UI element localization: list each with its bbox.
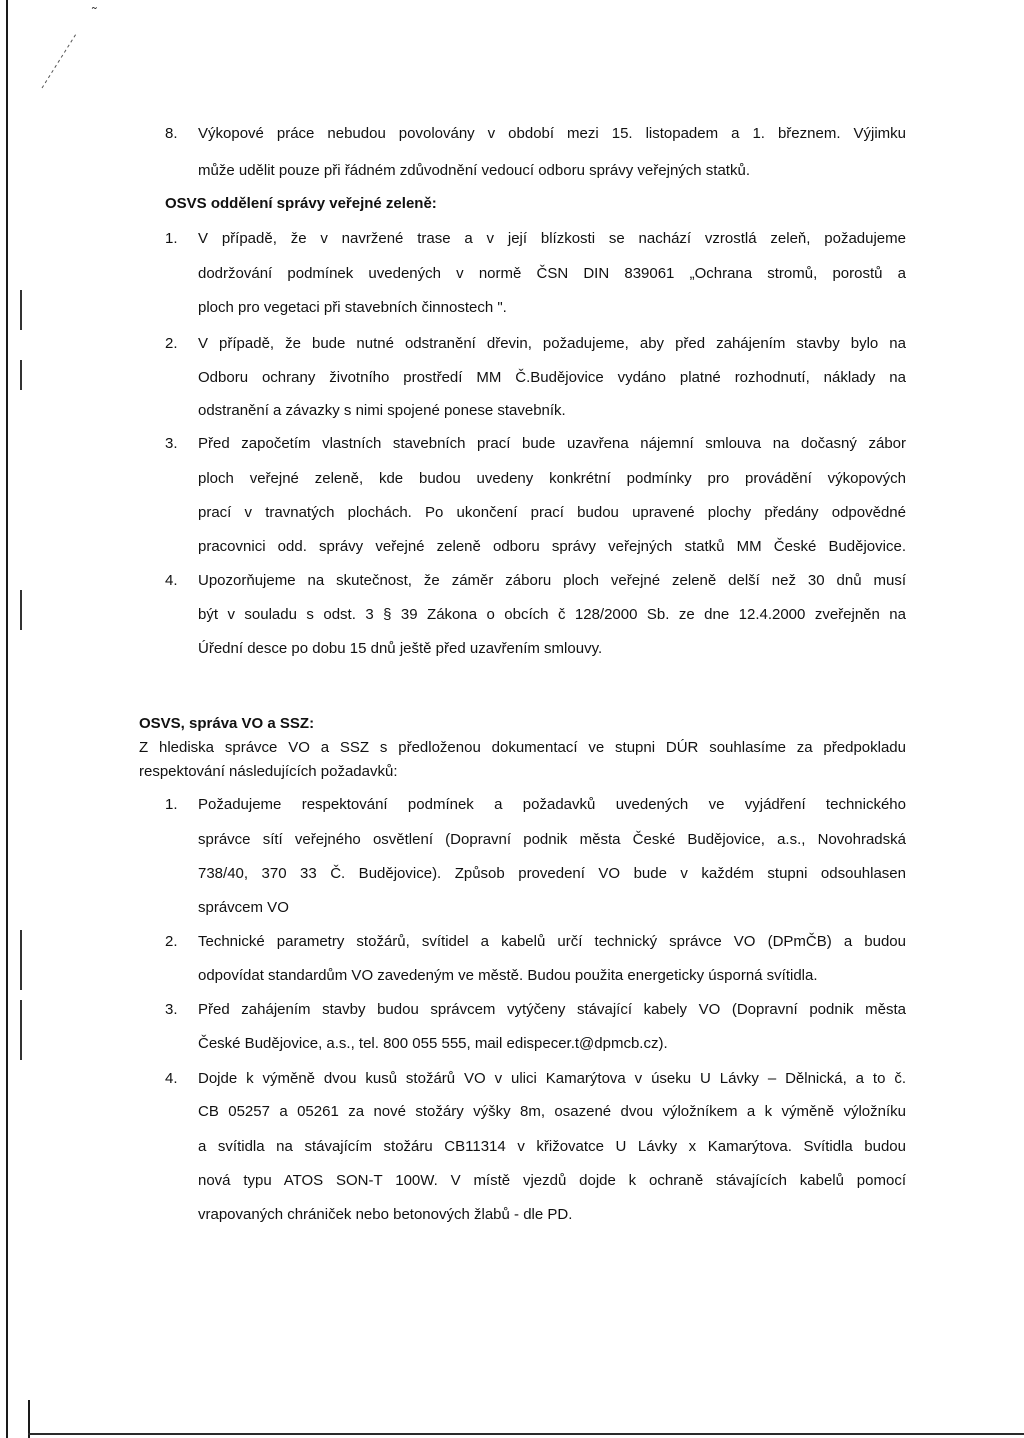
paragraph-line: Výkopové práce nebudou povolovány v období mezi 15. listopadem a 1. březnem. Výjimku: [198, 125, 906, 142]
list-number: 3.: [165, 1001, 178, 1018]
paragraph-line: Dojde k výměně dvou kusů stožárů VO v ulici Kamarýtova v úseku U Lávky – Dělnická, a to č.: [198, 1070, 906, 1087]
section-heading: OSVS, správa VO a SSZ:: [139, 715, 315, 732]
list-number: 8.: [165, 125, 178, 142]
paragraph-line: ploch pro vegetaci při stavebních činnostech ".: [198, 299, 507, 316]
paragraph-line: správcem VO: [198, 899, 289, 916]
paragraph-line: 738/40, 370 33 Č. Budějovice). Způsob provedení VO bude v každém stupni odsouhlasen: [198, 865, 906, 882]
paragraph-line: Požadujeme respektování podmínek a požadavků uvedených ve vyjádření technického: [198, 796, 906, 813]
scan-bottom-edge: [28, 1433, 1024, 1435]
intro-line: Z hlediska správce VO a SSZ s předloženou dokumentací ve stupni DÚR souhlasíme za předpokladu: [139, 739, 906, 756]
list-number: 3.: [165, 435, 178, 452]
paragraph-line: pracovnici odd. správy veřejné zeleně odboru správy veřejných statků MM České Budějovice.: [198, 538, 906, 555]
paragraph-line: V případě, že v navržené trase a v její blízkosti se nachází vzrostlá zeleň, požadujeme: [198, 230, 906, 247]
paragraph-line: Technické parametry stožárů, svítidel a kabelů určí technický správce VO (DPmČB) a budou: [198, 933, 906, 950]
scan-mark: [20, 590, 22, 630]
list-number: 1.: [165, 796, 178, 813]
list-number: 2.: [165, 335, 178, 352]
list-number: 2.: [165, 933, 178, 950]
paragraph-line: Před zahájením stavby budou správcem vytýčeny stávající kabely VO (Dopravní podnik města: [198, 1001, 906, 1018]
paragraph-line: vrapovaných chrániček nebo betonových žlabů - dle PD.: [198, 1206, 573, 1223]
scan-mark: [20, 360, 22, 390]
paragraph-line: Odboru ochrany životního prostředí MM Č.Budějovice vydáno platné rozhodnutí, náklady na: [198, 369, 906, 386]
list-number: 1.: [165, 230, 178, 247]
scan-stroke: [40, 30, 80, 90]
paragraph-line: a svítidla na stávajícím stožáru CB11314 v křižovatce U Lávky x Kamarýtova. Svítidla budou: [198, 1138, 906, 1155]
paragraph-line: Úřední desce po dobu 15 dnů ještě před uzavřením smlouvy.: [198, 640, 603, 657]
paragraph-line: může udělit pouze při řádném zdůvodnění vedoucí odboru správy veřejných statků.: [198, 162, 750, 179]
paragraph-line: být v souladu s odst. 3 § 39 Zákona o obcích č 128/2000 Sb. ze dne 12.4.2000 zveřejněn na: [198, 606, 906, 623]
paragraph-line: odpovídat standardům VO zavedeným ve městě. Budou použita energeticky úsporná svítidla.: [198, 967, 818, 984]
section-heading: OSVS oddělení správy veřejné zeleně:: [165, 195, 437, 212]
list-number: 4.: [165, 572, 178, 589]
scan-mark: [20, 930, 22, 990]
paragraph-line: Upozorňujeme na skutečnost, že záměr záboru ploch veřejné zeleně delší než 30 dnů musí: [198, 572, 906, 589]
intro-line: respektování následujících požadavků:: [139, 763, 398, 780]
paragraph-line: odstranění a závazky s nimi spojené ponese stavebník.: [198, 402, 566, 419]
paragraph-line: České Budějovice, a.s., tel. 800 055 555, mail edispecer.t@dpmcb.cz).: [198, 1035, 668, 1052]
scan-left-edge: [6, 0, 8, 1438]
paragraph-line: V případě, že bude nutné odstranění dřevin, požadujeme, aby před zahájením stavby bylo na: [198, 335, 906, 352]
scan-mark-top: ˜: [92, 4, 97, 20]
paragraph-line: prací v travnatých plochách. Po ukončení prací budou upravené plochy předány odpovědné: [198, 504, 906, 521]
paragraph-line: nová typu ATOS SON-T 100W. V místě vjezdů dojde k ochraně stávajících kabelů pomocí: [198, 1172, 906, 1189]
scan-mark: [20, 1000, 22, 1060]
paragraph-line: dodržování podmínek uvedených v normě ČSN DIN 839061 „Ochrana stromů, porostů a: [198, 265, 906, 282]
paragraph-line: Před započetím vlastních stavebních prací bude uzavřena nájemní smlouva na dočasný zábor: [198, 435, 906, 452]
paragraph-line: ploch veřejné zeleně, kde budou uvedeny konkrétní podmínky pro provádění výkopových: [198, 470, 906, 487]
paragraph-line: správce sítí veřejného osvětlení (Dopravní podnik města České Budějovice, a.s., Novohradská: [198, 831, 906, 848]
scan-mark: [20, 290, 22, 330]
paragraph-line: CB 05257 a 05261 za nové stožáry výšky 8m, osazené dvou výložníkem a k výměně výložníku: [198, 1103, 906, 1120]
list-number: 4.: [165, 1070, 178, 1087]
